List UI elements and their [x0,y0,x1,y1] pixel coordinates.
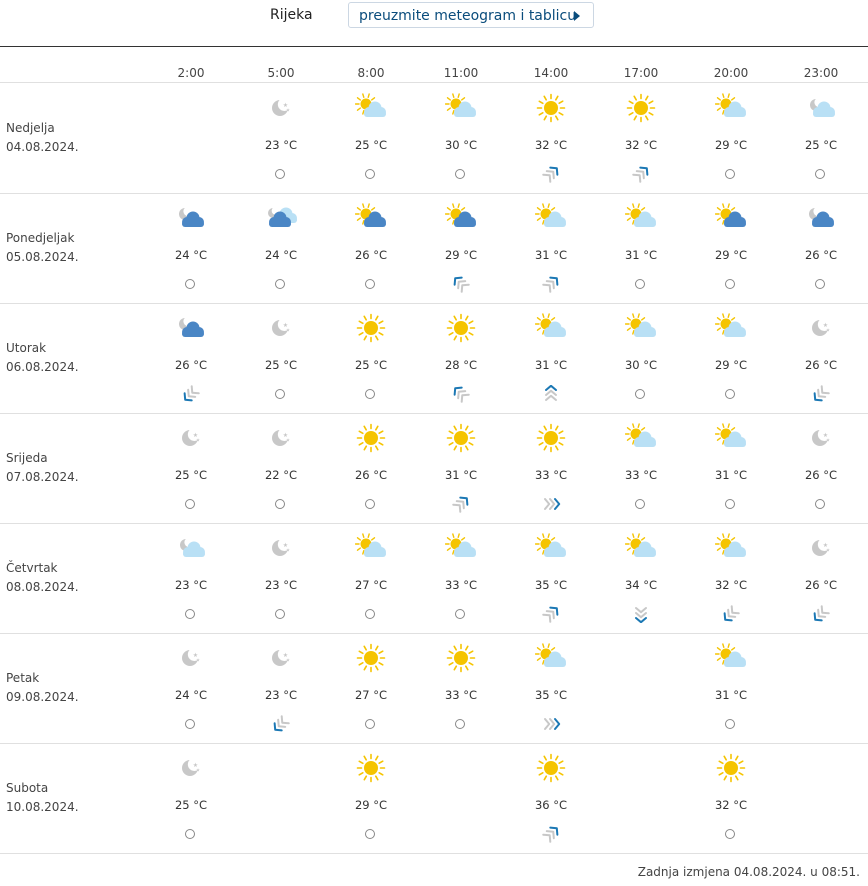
calm-wind-icon [815,279,825,289]
calm-wind-icon [365,499,375,509]
time-header-row [0,60,868,83]
day-date: 05.08.2024. [6,250,79,264]
svg-text:★: ★ [826,438,831,444]
forecast-cell [241,83,321,193]
time-label: 14:00 [533,66,569,80]
moon-icon [265,92,297,124]
forecast-cell [421,413,501,523]
temperature: 31 °C [714,688,748,702]
forecast-cell [781,83,861,193]
forecast-cell [421,193,501,303]
forecast-cell [691,193,771,303]
sun-icon [355,422,387,454]
forecast-cell [511,633,591,743]
forecast-cell [511,193,591,303]
forecast-cell [511,523,591,633]
calm-wind-icon [365,389,375,399]
wind-direction-icon [541,715,561,733]
svg-text:★: ★ [822,432,829,440]
svg-text:★: ★ [286,548,291,554]
temperature: 23 °C [264,688,298,702]
temperature: 29 °C [354,798,388,812]
calm-wind-icon [455,609,465,619]
sun-dark-cloud-icon [715,202,747,234]
forecast-cell [241,633,321,743]
sun-cloud-icon [625,312,657,344]
calm-wind-icon [635,499,645,509]
calm-wind-icon [365,279,375,289]
temperature: 33 °C [534,468,568,482]
day-name: Nedjelja [6,121,55,135]
day-name: Četvrtak [6,561,58,575]
temperature: 30 °C [444,138,478,152]
sun-cloud-icon [625,422,657,454]
temperature: 25 °C [354,358,388,372]
svg-text:★: ★ [282,102,289,110]
temperature: 25 °C [354,138,388,152]
day-date: 09.08.2024. [6,690,79,704]
svg-text:★: ★ [286,438,291,444]
wind-direction-icon [451,275,471,293]
day-date: 08.08.2024. [6,580,79,594]
sun-icon [445,642,477,674]
forecast-cell [151,633,231,743]
temperature: 36 °C [534,798,568,812]
forecast-cell [151,193,231,303]
forecast-cell [241,303,321,413]
temperature: 26 °C [804,578,838,592]
download-meteogram-button[interactable] [348,2,594,28]
moon-icon [265,532,297,564]
calm-wind-icon [365,169,375,179]
forecast-cell [331,523,411,633]
sun-cloud-icon [445,532,477,564]
forecast-cell [151,743,231,853]
temperature: 22 °C [264,468,298,482]
forecast-cell [421,633,501,743]
wind-direction-icon [811,605,831,623]
calm-wind-icon [725,389,735,399]
calm-wind-icon [365,719,375,729]
wind-direction-icon [451,385,471,403]
svg-text:★: ★ [192,762,199,770]
forecast-cell [241,413,321,523]
forecast-cell [691,523,771,633]
forecast-cell [511,83,591,193]
temperature: 24 °C [174,248,208,262]
temperature: 26 °C [804,358,838,372]
sun-cloud-icon [535,532,567,564]
time-label: 17:00 [623,66,659,80]
calm-wind-icon [725,829,735,839]
sun-cloud-icon [715,312,747,344]
temperature: 26 °C [354,248,388,262]
sun-cloud-icon [355,532,387,564]
calm-wind-icon [365,829,375,839]
time-label: 8:00 [357,66,385,80]
svg-text:★: ★ [192,432,199,440]
calm-wind-icon [635,389,645,399]
sun-cloud-icon [625,532,657,564]
temperature: 29 °C [714,358,748,372]
calm-wind-icon [725,719,735,729]
calm-wind-icon [455,719,465,729]
wind-direction-icon [451,495,471,513]
svg-text:★: ★ [822,322,829,330]
sun-cloud-icon [715,422,747,454]
temperature: 32 °C [624,138,658,152]
sun-icon [355,312,387,344]
temperature: 33 °C [444,688,478,702]
moon-cloud-icon [175,532,207,564]
wind-direction-icon [541,495,561,513]
moon-dark-cloud-icon [175,312,207,344]
calm-wind-icon [275,389,285,399]
svg-text:★: ★ [282,542,289,550]
temperature: 25 °C [174,798,208,812]
moon-two-clouds-icon [265,202,297,234]
calm-wind-icon [815,169,825,179]
temperature: 23 °C [264,138,298,152]
temperature: 27 °C [354,688,388,702]
svg-text:★: ★ [282,322,289,330]
calm-wind-icon [725,279,735,289]
forecast-cell [691,633,771,743]
forecast-cell [781,303,861,413]
temperature: 32 °C [534,138,568,152]
temperature: 32 °C [714,578,748,592]
temperature: 30 °C [624,358,658,372]
svg-text:★: ★ [826,548,831,554]
calm-wind-icon [275,609,285,619]
temperature: 31 °C [534,248,568,262]
calm-wind-icon [275,169,285,179]
svg-text:★: ★ [196,438,201,444]
temperature: 29 °C [714,138,748,152]
temperature: 33 °C [444,578,478,592]
day-row [0,633,868,744]
wind-direction-icon [541,825,561,843]
forecast-cell [331,413,411,523]
wind-direction-icon [631,605,651,623]
sun-icon [355,642,387,674]
download-meteogram-label: preuzmite meteogram i tablicu [359,8,577,24]
wind-direction-icon [541,275,561,293]
time-label: 11:00 [443,66,479,80]
day-row [0,523,868,634]
temperature: 26 °C [354,468,388,482]
forecast-cell [331,743,411,853]
day-name: Ponedjeljak [6,231,75,245]
wind-direction-icon [181,385,201,403]
forecast-cell [151,413,231,523]
forecast-cell [151,303,231,413]
forecast-cell [691,83,771,193]
day-row [0,743,868,854]
svg-text:★: ★ [196,768,201,774]
temperature: 29 °C [714,248,748,262]
moon-icon [175,642,207,674]
forecast-cell [421,523,501,633]
sun-cloud-icon [715,92,747,124]
sun-cloud-icon [535,312,567,344]
sun-cloud-icon [355,92,387,124]
day-name: Utorak [6,341,47,355]
sun-dark-cloud-icon [445,202,477,234]
forecast-cell [781,193,861,303]
last-updated-text: Zadnja izmjena 04.08.2024. u 08:51. [637,865,860,879]
calm-wind-icon [365,609,375,619]
day-name: Subota [6,781,49,795]
moon-icon [265,422,297,454]
forecast-cell [781,523,861,633]
forecast-cell [331,83,411,193]
forecast-cell [331,303,411,413]
sun-icon [445,422,477,454]
caret-right-icon [574,11,580,21]
wind-direction-icon [541,385,561,403]
time-label: 23:00 [803,66,839,80]
forecast-cell [421,83,501,193]
forecast-cell [601,83,681,193]
svg-text:★: ★ [196,658,201,664]
day-row [0,413,868,524]
calm-wind-icon [275,279,285,289]
forecast-cell [511,303,591,413]
wind-direction-icon [541,165,561,183]
sun-cloud-icon [715,532,747,564]
temperature: 31 °C [444,468,478,482]
forecast-cell [511,413,591,523]
forecast-cell [601,303,681,413]
calm-wind-icon [185,719,195,729]
temperature: 23 °C [174,578,208,592]
forecast-cell [601,193,681,303]
svg-text:★: ★ [826,328,831,334]
moon-icon [805,422,837,454]
day-row [0,83,868,194]
calm-wind-icon [185,279,195,289]
day-date: 06.08.2024. [6,360,79,374]
calm-wind-icon [725,499,735,509]
calm-wind-icon [185,499,195,509]
svg-text:★: ★ [282,432,289,440]
svg-text:★: ★ [192,652,199,660]
header-bar [0,0,868,47]
temperature: 26 °C [804,468,838,482]
sun-cloud-icon [445,92,477,124]
moon-icon [805,532,837,564]
wind-direction-icon [721,605,741,623]
city-name: Rijeka [270,7,313,23]
temperature: 32 °C [714,798,748,812]
sun-icon [535,752,567,784]
calm-wind-icon [725,169,735,179]
moon-dark-cloud-icon [175,202,207,234]
wind-direction-icon [631,165,651,183]
svg-text:★: ★ [286,658,291,664]
wind-direction-icon [811,385,831,403]
temperature: 24 °C [174,688,208,702]
svg-text:★: ★ [286,328,291,334]
sun-cloud-icon [715,642,747,674]
temperature: 33 °C [624,468,658,482]
moon-cloud-icon [805,92,837,124]
temperature: 26 °C [804,248,838,262]
time-label: 2:00 [177,66,205,80]
calm-wind-icon [815,499,825,509]
temperature: 23 °C [264,578,298,592]
calm-wind-icon [635,279,645,289]
moon-dark-cloud-icon [805,202,837,234]
temperature: 27 °C [354,578,388,592]
wind-direction-icon [271,715,291,733]
sun-icon [715,752,747,784]
calm-wind-icon [185,609,195,619]
sun-dark-cloud-icon [355,202,387,234]
sun-icon [535,92,567,124]
svg-text:★: ★ [822,542,829,550]
time-label: 5:00 [267,66,295,80]
wind-direction-icon [541,605,561,623]
forecast-cell [151,523,231,633]
temperature: 31 °C [624,248,658,262]
temperature: 24 °C [264,248,298,262]
calm-wind-icon [185,829,195,839]
forecast-cell [781,413,861,523]
temperature: 25 °C [264,358,298,372]
sun-icon [445,312,477,344]
forecast-cell [331,633,411,743]
temperature: 26 °C [174,358,208,372]
forecast-cell [601,523,681,633]
moon-icon [265,642,297,674]
sun-cloud-icon [625,202,657,234]
day-date: 07.08.2024. [6,470,79,484]
day-row [0,303,868,414]
day-name: Petak [6,671,40,685]
forecast-cell [691,413,771,523]
forecast-cell [331,193,411,303]
temperature: 31 °C [714,468,748,482]
moon-icon [175,752,207,784]
temperature: 28 °C [444,358,478,372]
temperature: 25 °C [804,138,838,152]
sun-cloud-icon [535,202,567,234]
temperature: 35 °C [534,688,568,702]
sun-icon [535,422,567,454]
temperature: 31 °C [534,358,568,372]
temperature: 25 °C [174,468,208,482]
forecast-cell [601,413,681,523]
svg-text:★: ★ [286,108,291,114]
moon-icon [265,312,297,344]
forecast-cell [241,523,321,633]
forecast-cell [691,303,771,413]
calm-wind-icon [275,499,285,509]
day-row [0,193,868,304]
day-date: 10.08.2024. [6,800,79,814]
day-name: Srijeda [6,451,48,465]
time-label: 20:00 [713,66,749,80]
temperature: 35 °C [534,578,568,592]
sun-icon [355,752,387,784]
calm-wind-icon [455,169,465,179]
forecast-cell [421,303,501,413]
forecast-cell [241,193,321,303]
svg-text:★: ★ [282,652,289,660]
moon-icon [805,312,837,344]
day-date: 04.08.2024. [6,140,79,154]
sun-icon [625,92,657,124]
forecast-cell [691,743,771,853]
moon-icon [175,422,207,454]
sun-cloud-icon [535,642,567,674]
forecast-cell [511,743,591,853]
temperature: 29 °C [444,248,478,262]
temperature: 34 °C [624,578,658,592]
